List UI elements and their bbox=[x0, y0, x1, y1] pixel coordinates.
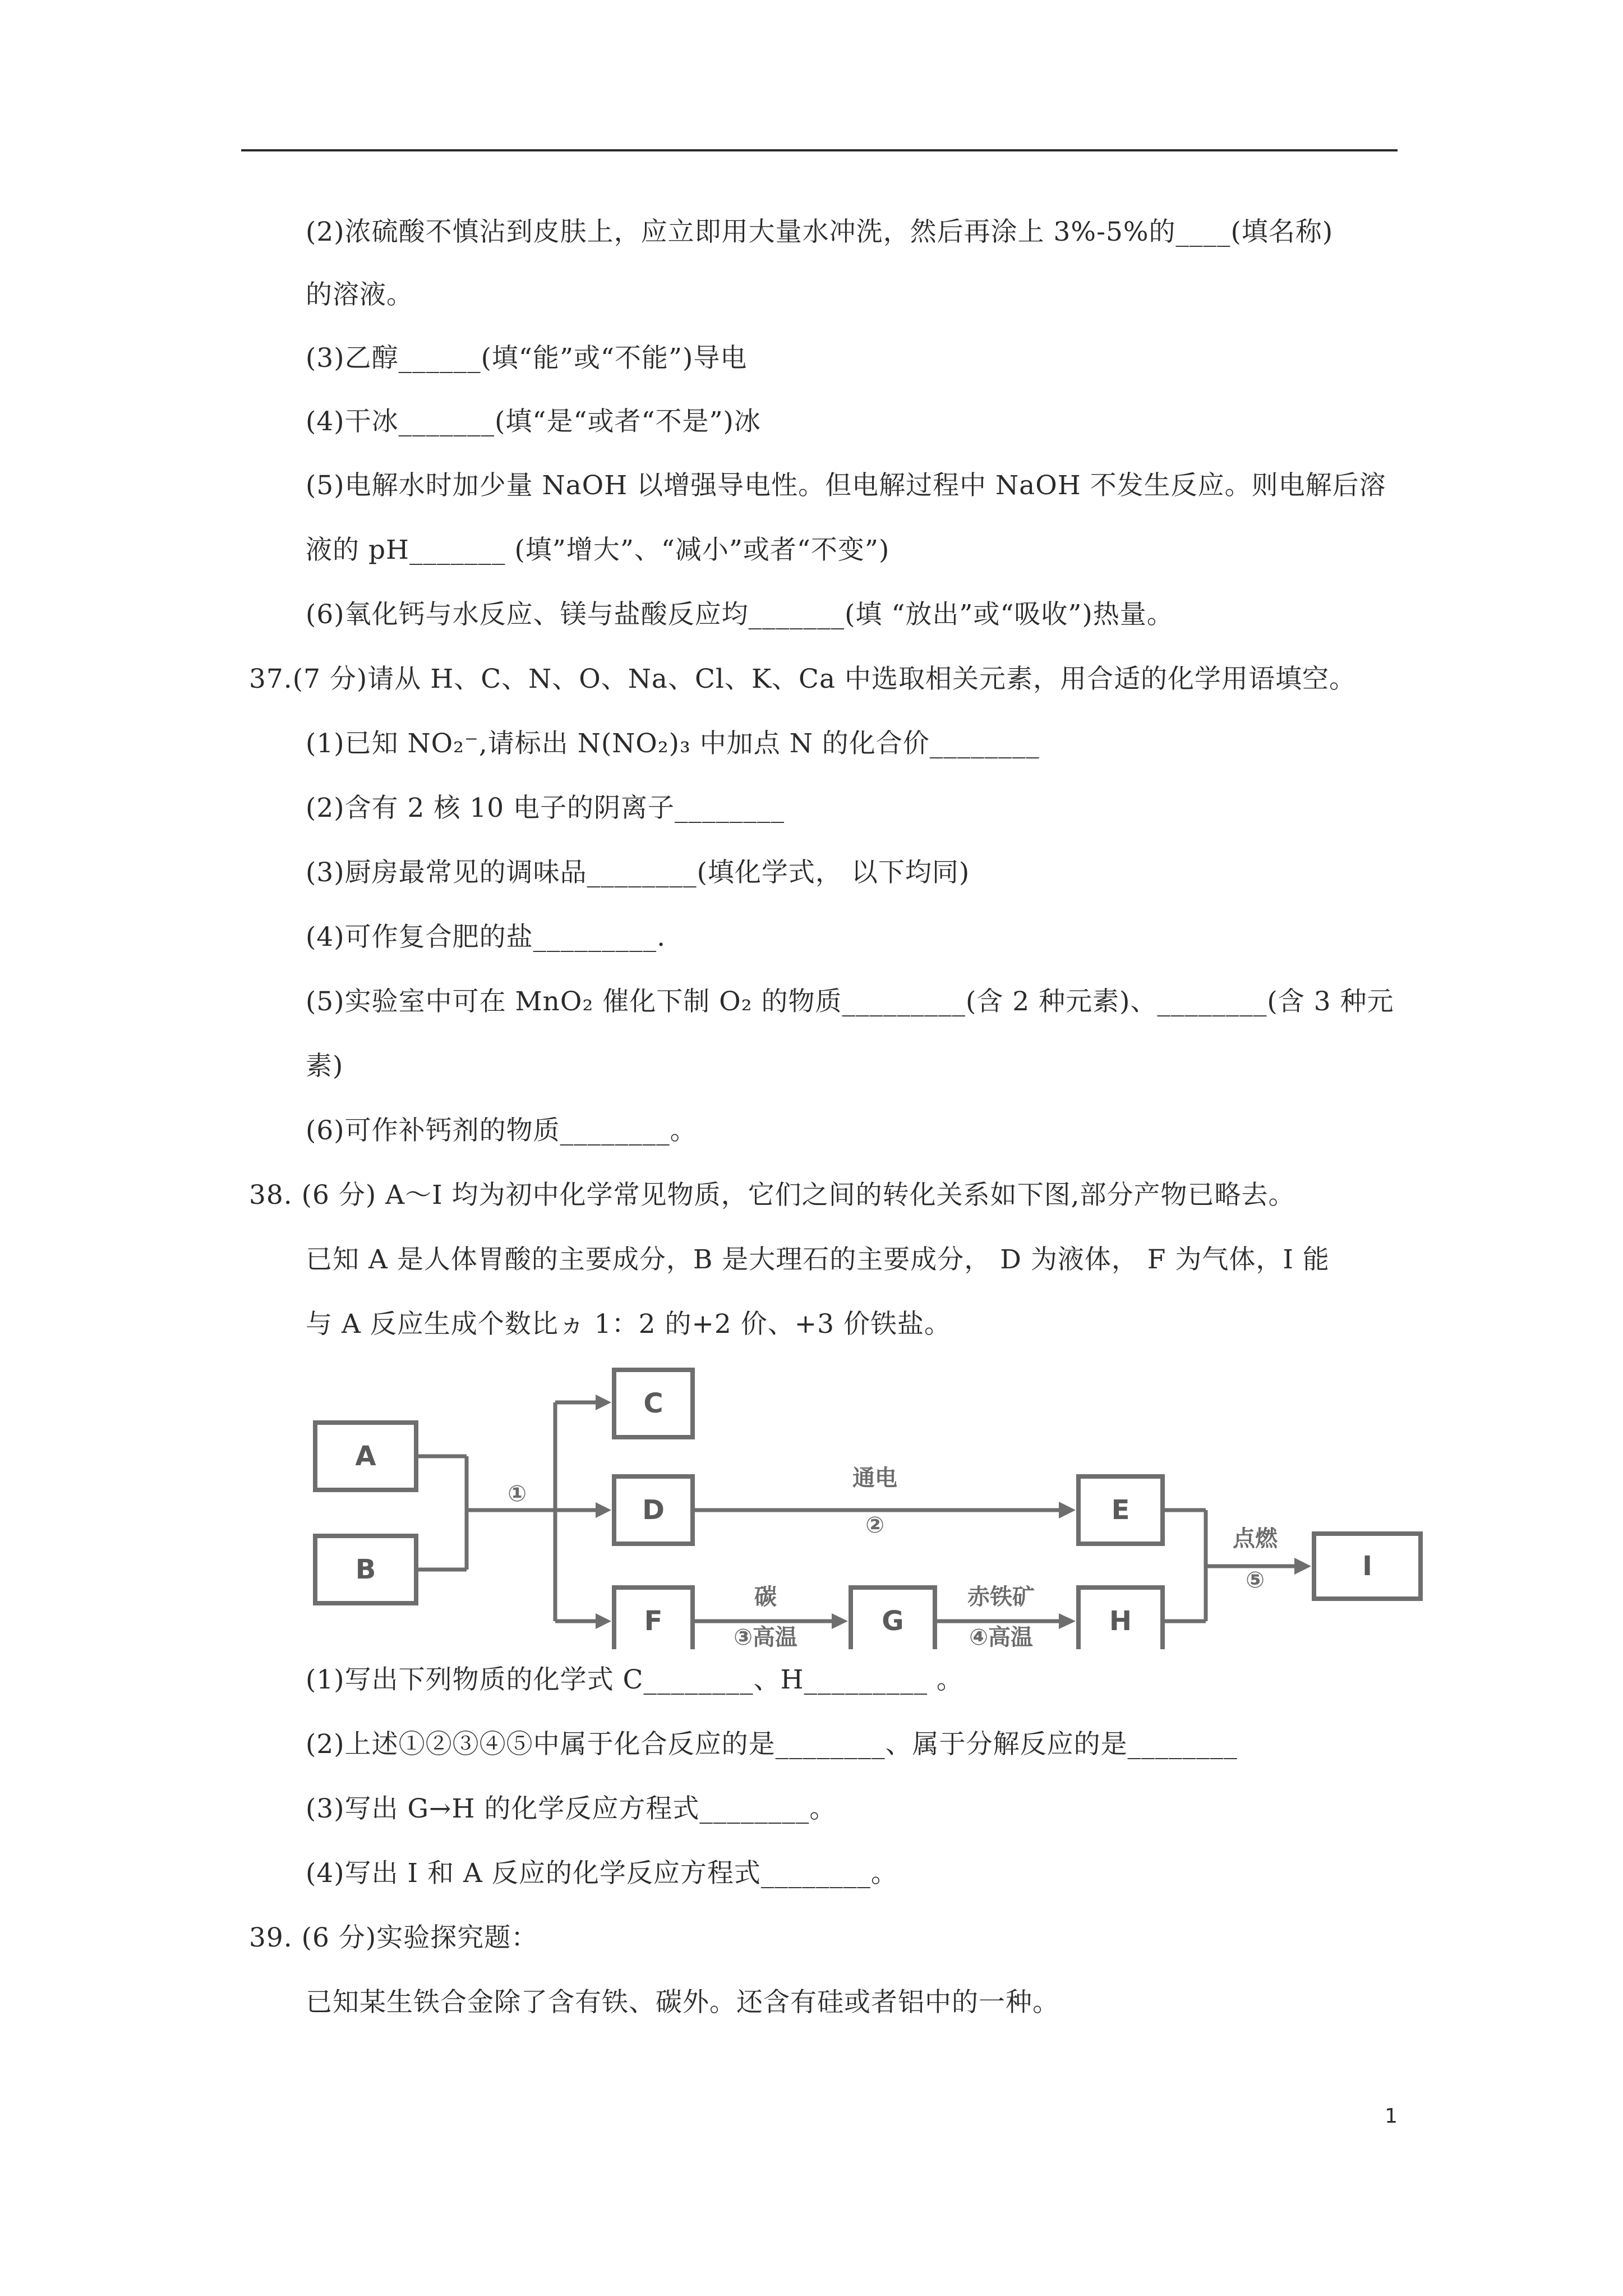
arrowhead-h bbox=[1059, 1613, 1076, 1629]
arrowhead-e bbox=[1059, 1502, 1076, 1519]
text-line-q36-5-cont: 液的 pH_______ (填”增大”、“减小”或者“不变”) bbox=[306, 535, 890, 565]
label-f: F bbox=[644, 1605, 663, 1637]
cond-f-g-bottom: ③高温 bbox=[734, 1625, 797, 1649]
text-line-q38-2: (2)上述①②③④⑤中属于化合反应的是________、属于分解反应的是________ bbox=[306, 1729, 1238, 1760]
text-line-q36-2-cont: 的溶液。 bbox=[306, 279, 413, 310]
arrowhead-g bbox=[832, 1613, 848, 1629]
label-h: H bbox=[1109, 1605, 1132, 1637]
label-i: I bbox=[1362, 1550, 1372, 1582]
text-line-q38-4: (4)写出 I 和 A 反应的化学反应方程式________。 bbox=[306, 1858, 898, 1889]
text-line-q37-3: (3)厨房最常见的调味品________(填化学式， 以下均同) bbox=[306, 857, 970, 888]
arrowhead-f bbox=[596, 1613, 611, 1629]
label-a: A bbox=[355, 1441, 376, 1472]
text-line-q37-2: (2)含有 2 核 10 电子的阴离子________ bbox=[306, 793, 785, 823]
cond-g-h-top: 赤铁矿 bbox=[967, 1584, 1035, 1610]
cond-d-e-top: 通电 bbox=[852, 1465, 897, 1491]
question-39-heading: 39. (6 分)实验探究题： bbox=[249, 1922, 538, 1953]
question-38-heading: 38. (6 分) A～I 均为初中化学常见物质，它们之间的转化关系如下图,部分产物已略去。 bbox=[249, 1180, 1295, 1211]
label-c: C bbox=[643, 1388, 663, 1419]
header-rule bbox=[241, 149, 1398, 151]
text-line-q38-given-cont: 与 A 反应生成个数比ヵ 1：2 的+2 价、+3 价铁盐。 bbox=[306, 1309, 951, 1340]
label-b: B bbox=[355, 1554, 376, 1585]
text-line-q36-3: (3)乙醇______(填“能”或“不能”)导电 bbox=[306, 343, 748, 374]
text-line-q36-2: (2)浓硫酸不慎沾到皮肤上，应立即用大量水冲洗，然后再涂上 3%-5%的____(填名称) bbox=[306, 217, 1334, 247]
text-line-q38-1: (1)写出下列物质的化学式 C________、H_________ 。 bbox=[306, 1664, 963, 1695]
label-e: E bbox=[1111, 1494, 1130, 1526]
text-line-q37-1: (1)已知 NO₂⁻,请标出 N(NO₂)₃ 中加点 N 的化合价________ bbox=[306, 728, 1040, 759]
text-line-q36-5: (5)电解水时加少量 NaOH 以增强导电性。但电解过程中 NaOH 不发生反应。则电解后溶 bbox=[306, 470, 1386, 501]
text-line-q38-given: 已知 A 是人体胃酸的主要成分，B 是大理石的主要成分， D 为液体， F 为气体，I 能 bbox=[306, 1244, 1330, 1275]
label-g: G bbox=[882, 1605, 904, 1637]
arrowhead-d bbox=[596, 1502, 611, 1518]
arrowhead-c bbox=[596, 1395, 611, 1410]
text-line-q36-4: (4)干冰_______(填“是“或者“不是”)冰 bbox=[306, 406, 761, 437]
text-line-q38-3: (3)写出 G→H 的化学反应方程式________。 bbox=[306, 1793, 837, 1824]
page-number: 1 bbox=[1385, 2105, 1398, 2128]
step-1-label: ① bbox=[508, 1481, 527, 1507]
cond-g-h-bottom: ④高温 bbox=[969, 1625, 1033, 1649]
text-line-q37-4: (4)可作复合肥的盐_________. bbox=[306, 922, 666, 953]
cond-e-i-bottom: ⑤ bbox=[1246, 1567, 1265, 1593]
label-d: D bbox=[642, 1494, 665, 1526]
text-line-q37-5: (5)实验室中可在 MnO₂ 催化下制 O₂ 的物质_________(含 2 种元素)、________(含 3 种元 bbox=[306, 986, 1394, 1017]
text-line-q37-6: (6)可作补钙剂的物质________。 bbox=[306, 1115, 697, 1146]
text-line-q39-given: 已知某生铁合金除了含有铁、碳外。还含有硅或者铝中的一种。 bbox=[306, 1987, 1059, 2018]
text-line-q36-6: (6)氧化钙与水反应、镁与盐酸反应均_______(填 “放出”或“吸收”)热量。 bbox=[306, 599, 1174, 630]
text-line-q37-5-cont: 素) bbox=[306, 1051, 344, 1082]
merge-connector bbox=[416, 1456, 555, 1570]
arrowhead-i bbox=[1294, 1558, 1311, 1575]
cond-d-e-bottom: ② bbox=[865, 1512, 884, 1538]
reaction-flow-diagram bbox=[308, 1358, 1436, 1649]
cond-e-i-top: 点燃 bbox=[1233, 1526, 1278, 1552]
question-37-heading: 37.(7 分)请从 H、C、N、O、Na、Cl、K、Ca 中选取相关元素，用合适的化学用语填空。 bbox=[249, 664, 1356, 694]
cond-f-g-top: 碳 bbox=[754, 1584, 777, 1610]
